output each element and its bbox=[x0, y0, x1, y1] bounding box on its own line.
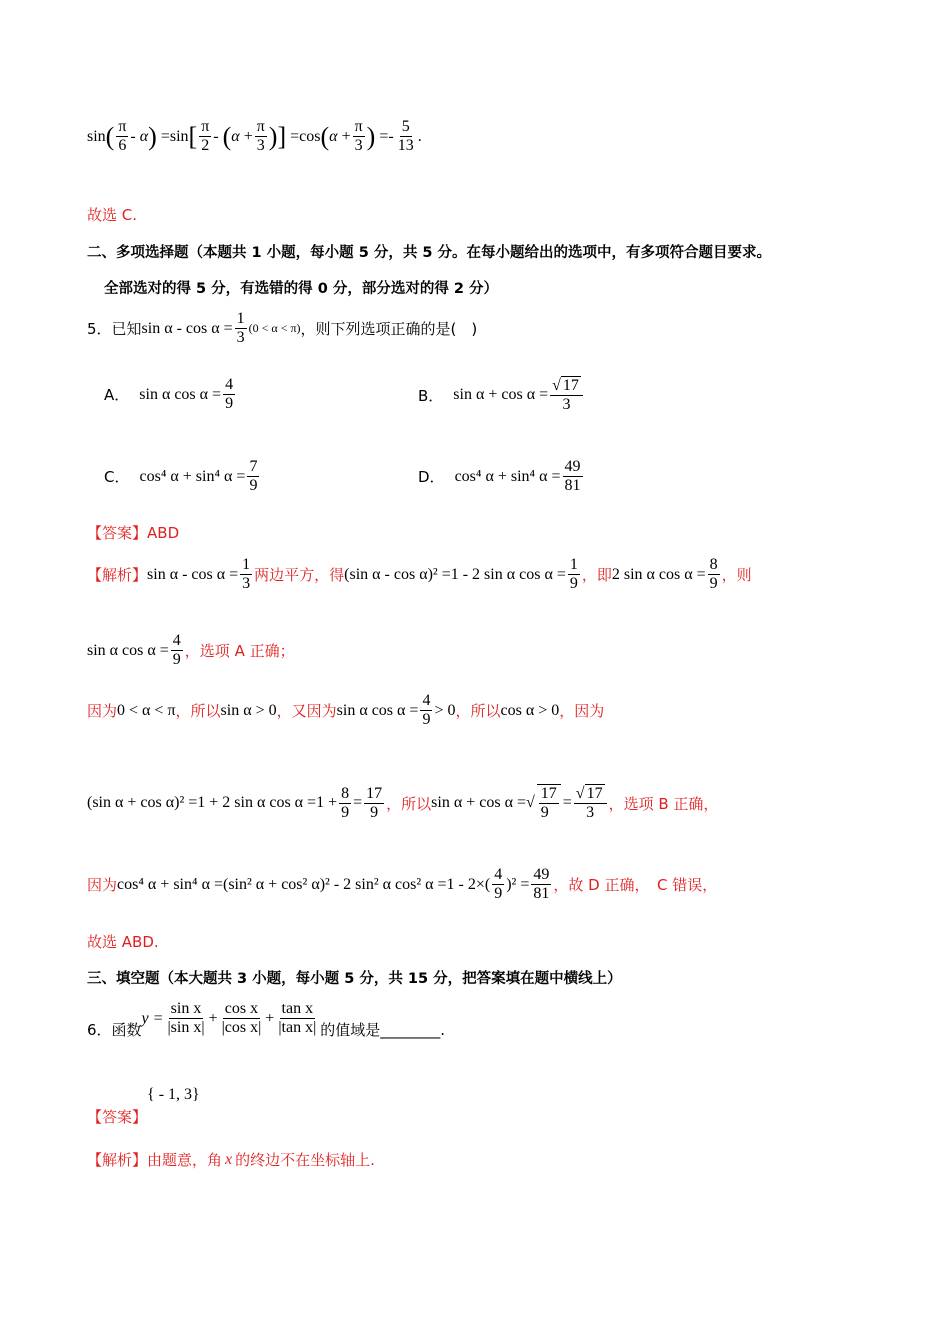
top-equation: sin ( $\frac{\pi}{6}$ - α ) = sin [ $\frac{\pi}{2}$ - ( α + $\frac{\pi}{3}$ )] = cos ( α + $\frac{\pi}{3}$ ) = - $\frac{5}{13}$ . bbox=[87, 118, 422, 155]
pi-over-6: $\frac{\pi}{6}$ bbox=[118, 118, 127, 155]
five-over-thirteen: $\frac{5}{13}$ bbox=[397, 118, 414, 155]
sin-fn: sin bbox=[87, 127, 106, 145]
q5-stem: 5．已知 sin α - cos α = $\frac{1}{3}$ (0 < α < π) ，则下列选项正确的是( ) bbox=[87, 310, 478, 347]
pi-over-3b: $\frac{\pi}{3}$ bbox=[354, 118, 363, 155]
option-c: C． cos⁴ α + sin⁴ α = $\frac{7}{9}$ bbox=[104, 458, 258, 495]
q5-analysis-line3: 因为 0 < α < π ，所以 sin α > 0 ，又因为 sin α cos α = $\frac{4}{9}$ > 0 ，所以 cos α > 0 ，因为 bbox=[87, 692, 605, 729]
section2-heading-1: 二、多项选择题（本题共 1 小题，每小题 5 分，共 5 分。在每小题给出的选项中，有多项符合题目要求。 bbox=[87, 245, 772, 261]
q6-answer: 【答案】 { - 1, 3} bbox=[87, 1086, 200, 1126]
q6-stem: 6．函数 y = $\frac{\text{sin x}}{\text{|sin x|}}$ + $\frac{\text{cos x}}{\text{|cos x|}}$ + $\frac{\text{tan x}}{\text{|tan x|}}$ 的值域是________. bbox=[87, 999, 446, 1039]
q5-analysis-line2: sin α cos α = $\frac{4}{9}$ ，选项 A 正确； bbox=[87, 632, 295, 669]
q6-analysis: 【解析】 由题意，角 x 的终边不在坐标轴上. bbox=[87, 1150, 375, 1169]
q5-conclusion: 故选 ABD. bbox=[87, 933, 159, 951]
option-b: B． sin α + cos α = $\frac{√ 17}{3}$ bbox=[418, 376, 585, 415]
q5-analysis-line4: (sin α + cos α)² =1 + 2 sin α cos α =1 + $\frac{8}{9}$ = $\frac{17}{9}$ ，所以 sin α + cos α = √ $\frac{17}{9}$ = $\frac{√ 17}{3}$ ，选项 B 正确， bbox=[87, 784, 719, 822]
q5-analysis-line5: 因为 cos⁴ α + sin⁴ α =(sin² α + cos² α)² - 2 sin² α cos² α =1 - 2×( $\frac{4}{9}$ )² = $\frac{49}{81}$ ，故 D 正确， C 错误， bbox=[87, 866, 718, 903]
pi-over-2: $\frac{\pi}{2}$ bbox=[201, 118, 210, 155]
q4-conclusion: 故选 C. bbox=[87, 206, 138, 224]
option-a: A． sin α cos α = $\frac{4}{9}$ bbox=[104, 376, 234, 413]
option-d: D． cos⁴ α + sin⁴ α = $\frac{49}{81}$ bbox=[418, 458, 581, 495]
section3-heading: 三、填空题（本大题共 3 小题，每小题 5 分，共 15 分，把答案填在题中横线上） bbox=[87, 971, 622, 987]
q5-answer: 【答案】ABD bbox=[87, 524, 180, 542]
section2-heading-2: 全部选对的得 5 分，有选错的得 0 分，部分选对的得 2 分） bbox=[104, 281, 499, 297]
pi-over-3: $\frac{\pi}{3}$ bbox=[256, 118, 265, 155]
q5-analysis-line1: 【解析】 sin α - cos α = $\frac{1}{3}$ 两边平方，得 (sin α - cos α)² =1 - 2 sin α cos α = $\frac{1}{9}$ ，即 2 sin α cos α = $\frac{8}{9}$ ，则 bbox=[87, 556, 752, 593]
